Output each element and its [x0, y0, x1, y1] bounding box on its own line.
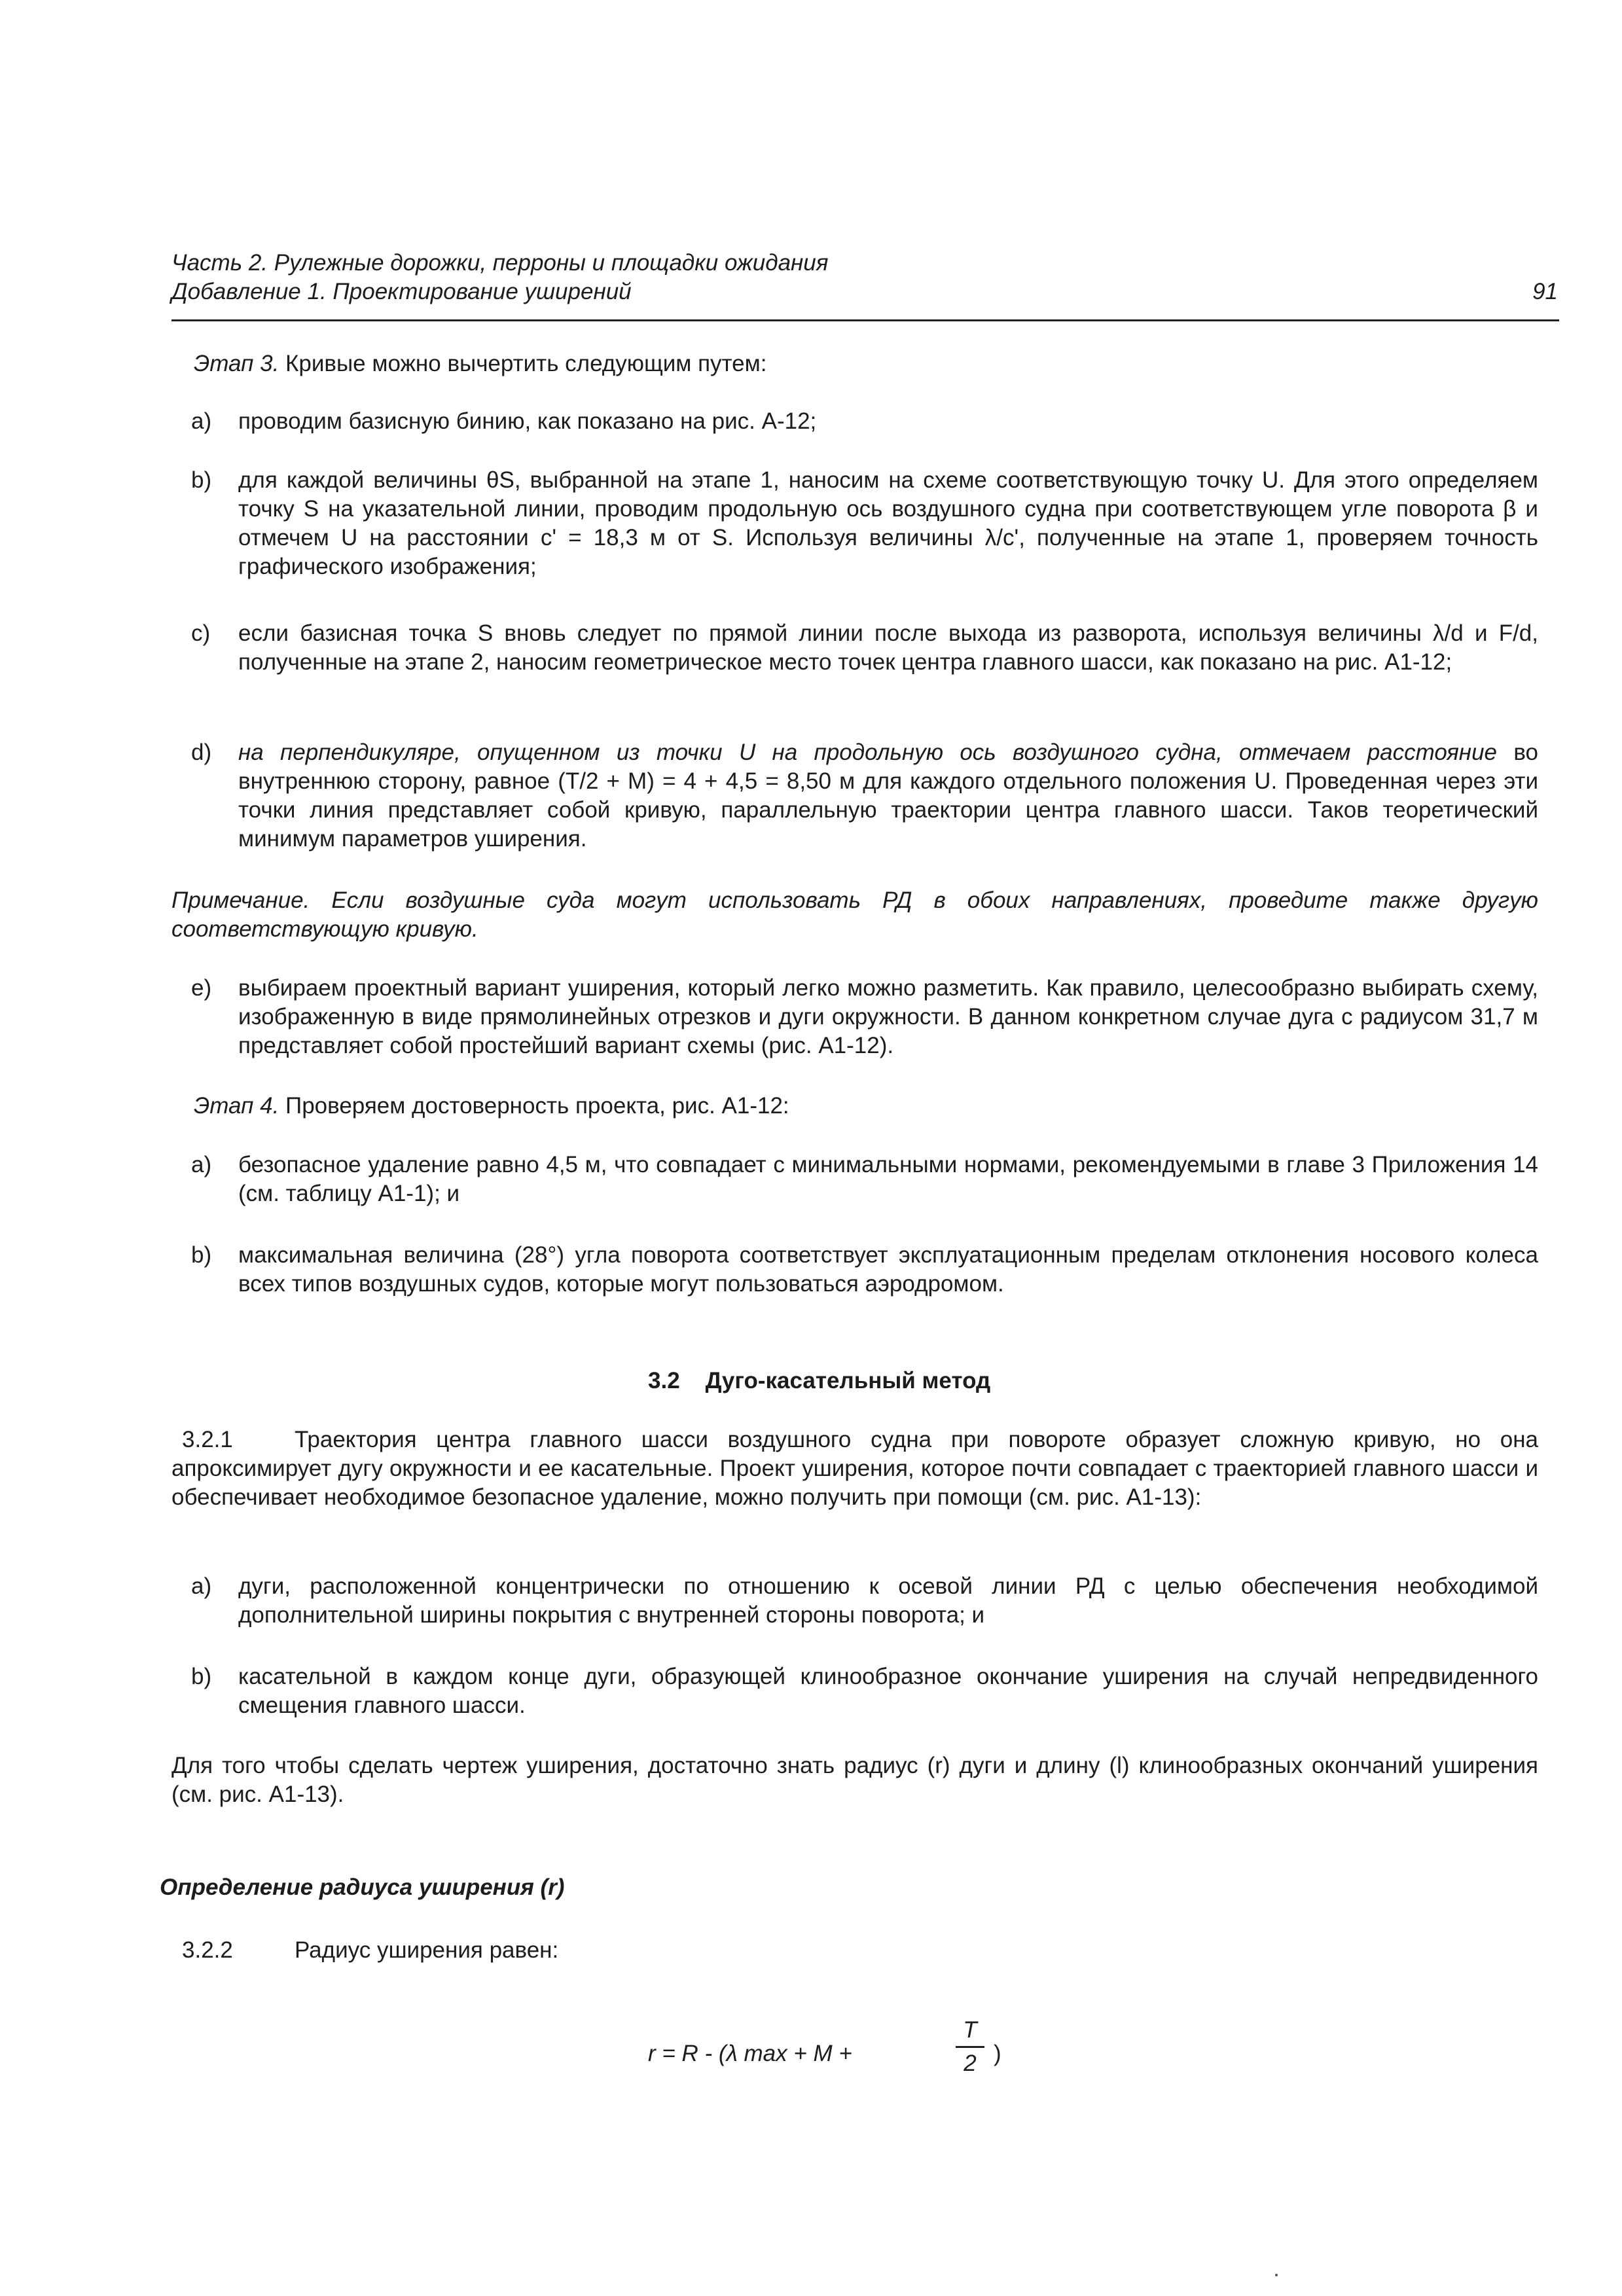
paragraph-3-2-2: [182, 1936, 1098, 1965]
list-item-text: выбираем проектный вариант уширения, который легко можно разметить. Как правило, целесообразно выбирать схему, изображенную в виде прямолинейных отрезков и дуги окружности. В данном конкретном случае дуга с радиусом 31,7 м представляет собой простейший вариант схемы (рис. А1-12).: [238, 975, 1538, 1058]
fraction-bar: [956, 2046, 984, 2048]
list-item-text-rest: во внутреннюю сторону, равное (T/2 + M) = 4 + 4,5 = 8,50 м для каждого отдельного положения U. Проведенная через эти точки линия представляет собой кривую, параллельную траектории центра главного шасси. Таков теоретический минимум параметров уширения.: [238, 740, 1538, 852]
section-number: 3.2: [648, 1368, 680, 1393]
list-marker: a): [191, 408, 212, 434]
formula-lhs: r = R - (λ max + M +: [648, 2041, 852, 2066]
list-item-text: максимальная величина (28°) угла поворота соответствует эксплуатационным пределам отклонения носового колеса всех типов воздушных судов, которые могут пользоваться аэродромом.: [238, 1242, 1538, 1297]
list-item-text: если базисная точка S вновь следует по прямой линии после выхода из разворота, используя величины λ/d и F/d, полученные на этапе 2, наносим геометрическое место точек центра главного шасси, как показано на рис. А1-12;: [238, 620, 1538, 675]
list-item: [191, 407, 1538, 436]
list-item-text: проводим базисную бинию, как показано на рис. А-12;: [238, 408, 817, 434]
list-item-text: [238, 738, 1538, 853]
list-marker: a): [191, 1152, 212, 1177]
paragraph-text: Траектория центра главного шасси воздушного судна при повороте образует сложную кривую, но она апроксимирует дугу окружности и ее касательные. Проект уширения, которое почти совпадает с траекторией главного шасси и обеспечивает необходимое безопасное удаление, можно получить при помощи (см. рис. А1-13):: [171, 1427, 1538, 1510]
list-marker: c): [191, 620, 211, 646]
list-item: [191, 974, 1538, 1060]
paragraph-number: 3.2.2: [182, 1937, 233, 1963]
step4-label: Этап 4.: [194, 1093, 279, 1119]
step3-label: Этап 3.: [194, 351, 279, 376]
list-item: [191, 466, 1538, 581]
list-item: [191, 1662, 1538, 1720]
formula: [648, 2016, 1080, 2094]
formula-numerator: T: [963, 2017, 977, 2043]
step3-line: [194, 350, 766, 378]
list-item-text: безопасное удаление равно 4,5 м, что совпадает с минимальными нормами, рекомендуемыми в главе 3 Приложения 14 (см. таблицу А1-1); и: [238, 1152, 1538, 1206]
subheading: Определение радиуса уширения (r): [160, 1874, 565, 1900]
header-rule: [171, 319, 1559, 321]
scan-speck: [1275, 2274, 1278, 2276]
list-marker: b): [191, 1664, 212, 1689]
list-marker: b): [191, 467, 212, 493]
list-marker: a): [191, 1573, 212, 1599]
list-item-text-italic: на перпендикуляре, опущенном из точки U на продольную ось воздушного судна, отмечаем расстояние: [238, 740, 1497, 765]
formula-fraction: [956, 2016, 984, 2078]
paragraph-3-2-1: [171, 1426, 1538, 1512]
running-header-part: Часть 2. Рулежные дорожки, перроны и площадки ожидания: [171, 250, 829, 276]
list-item: [191, 738, 1538, 853]
list-item: [191, 619, 1538, 677]
list-item-text: дуги, расположенной концентрически по отношению к осевой линии РД с целью обеспечения необходимой дополнительной ширины покрытия с внутренней стороны поворота; и: [238, 1573, 1538, 1628]
list-item: [191, 1151, 1538, 1208]
list-marker: b): [191, 1242, 212, 1268]
running-header-appendix: Добавление 1. Проектирование уширений: [171, 279, 632, 304]
note: Примечание. Если воздушные суда могут использовать РД в обоих направлениях, проведите также другую соответствующую кривую.: [171, 888, 1538, 942]
page-number: 91: [1532, 279, 1558, 304]
formula-denominator: 2: [964, 2051, 977, 2076]
list-item-text: касательной в каждом конце дуги, образующей клинообразное окончание уширения на случай непредвиденного смещения главного шасси.: [238, 1664, 1538, 1718]
list-item-text: для каждой величины θS, выбранной на этапе 1, наносим на схеме соответствующую точку U. Для этого определяем точку S на указательной линии, проводим продольную ось воздушного судна при соответствующем угле поворота β и отмечем U на расстоянии c' = 18,3 м от S. Используя величины λ/c', полученные на этапе 1, проверяем точность графического изображения;: [238, 467, 1538, 579]
paragraph-drawing: Для того чтобы сделать чертеж уширения, достаточно знать радиус (r) дуги и длину (l) клинообразных окончаний уширения (см. рис. А1-13).: [171, 1753, 1538, 1807]
step3-text: Кривые можно вычертить следующим путем:: [285, 351, 767, 376]
section-title-text: Дуго-касательный метод: [705, 1368, 991, 1393]
paragraph-text: Радиус уширения равен:: [295, 1937, 559, 1963]
list-marker: d): [191, 740, 212, 765]
formula-close-paren: ): [994, 2041, 1001, 2066]
list-item: [191, 1241, 1538, 1299]
step4-line: [194, 1092, 789, 1121]
list-marker: e): [191, 975, 212, 1001]
section-title: [648, 1367, 990, 1395]
paragraph-number: 3.2.1: [182, 1427, 233, 1452]
list-item: [191, 1572, 1538, 1630]
step4-text: Проверяем достоверность проекта, рис. А1-12:: [285, 1093, 789, 1119]
